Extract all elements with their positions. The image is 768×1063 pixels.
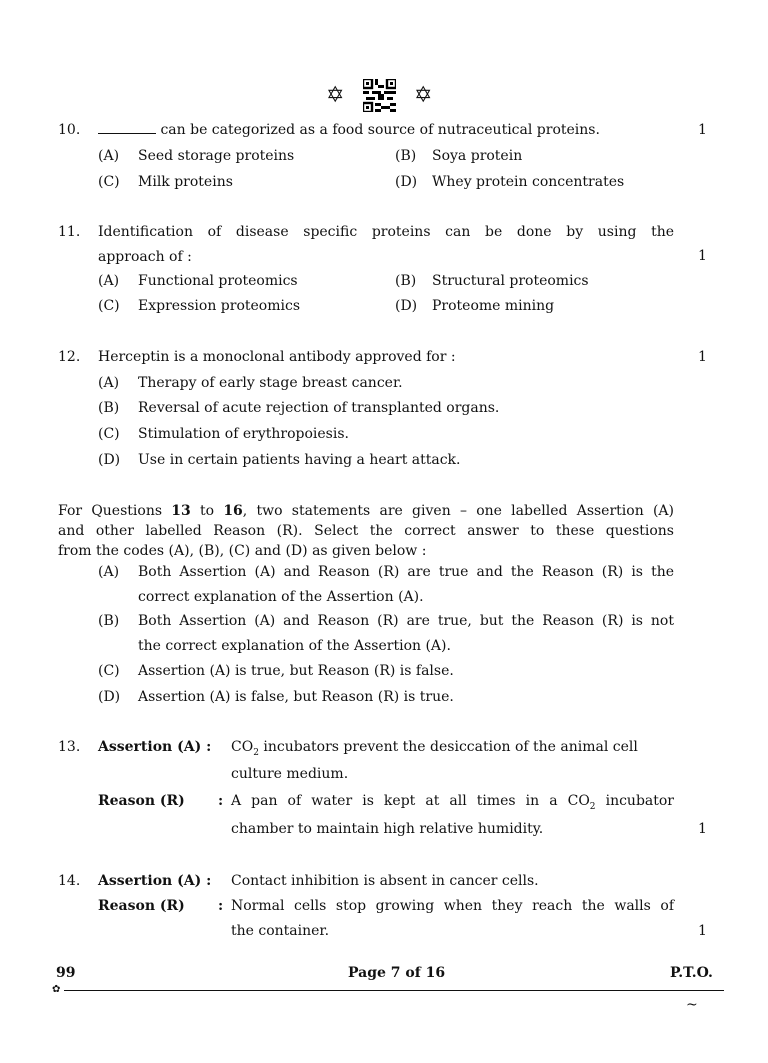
option-text: Milk proteins — [138, 174, 233, 190]
marks: 1 — [698, 122, 707, 138]
code-letter: (B) — [98, 613, 120, 629]
code-text: correct explanation of the Assertion (A). — [138, 589, 424, 605]
option-letter: (A) — [98, 375, 120, 391]
code-letter: (A) — [98, 564, 120, 580]
reason-text: the container. — [231, 923, 330, 939]
marks: 1 — [698, 821, 707, 837]
instruction-line: and other labelled Reason (R). Select the correct answer to these questions — [58, 523, 674, 539]
option-text: Whey protein concentrates — [432, 174, 625, 190]
assertion-label: Assertion (A) : — [98, 739, 212, 755]
question-number: 10. — [58, 122, 81, 138]
option-text: Expression proteomics — [138, 298, 300, 314]
reason-label: Reason (R) — [98, 898, 185, 914]
option-letter: (D) — [395, 174, 418, 190]
option-letter: (C) — [98, 298, 120, 314]
option-text: Therapy of early stage breast cancer. — [138, 375, 403, 391]
emblem-icon: ✿ — [52, 984, 61, 995]
option-text: Seed storage proteins — [138, 148, 295, 164]
option-text: Stimulation of erythropoiesis. — [138, 426, 349, 442]
question-number: 14. — [58, 873, 81, 889]
option-letter: (C) — [98, 426, 120, 442]
colon: : — [218, 793, 224, 809]
code-letter: (D) — [98, 689, 121, 705]
qr-code-icon — [363, 79, 396, 112]
option-letter: (B) — [98, 400, 120, 416]
colon: : — [218, 898, 224, 914]
marks: 1 — [698, 349, 707, 365]
reason-text: Normal cells stop growing when they reach the walls of — [231, 898, 674, 914]
option-text: Use in certain patients having a heart attack. — [138, 452, 461, 468]
instruction-line: from the codes (A), (B), (C) and (D) as given below : — [58, 543, 427, 559]
option-letter: (D) — [395, 298, 418, 314]
question-text: Herceptin is a monoclonal antibody approved for : — [98, 349, 456, 365]
option-letter: (C) — [98, 174, 120, 190]
answer-blank — [98, 121, 156, 134]
option-letter: (B) — [395, 273, 417, 289]
code-text: Assertion (A) is false, but Reason (R) is true. — [138, 689, 454, 705]
option-letter: (D) — [98, 452, 121, 468]
option-text: Reversal of acute rejection of transplanted organs. — [138, 400, 500, 416]
reason-text: A pan of water is kept at all times in a $CO_2$ incubator — [231, 793, 674, 812]
page-number: Page 7 of 16 — [348, 965, 446, 981]
option-text: Functional proteomics — [138, 273, 298, 289]
star-of-david-icon: ✡ — [326, 83, 345, 108]
option-letter: (A) — [98, 273, 120, 289]
question-text: approach of : — [98, 249, 192, 265]
assertion-text: culture medium. — [231, 766, 349, 782]
star-of-david-icon: ✡ — [414, 83, 433, 108]
marks: 1 — [698, 248, 707, 264]
option-letter: (B) — [395, 148, 417, 164]
reason-text: chamber to maintain high relative humidity. — [231, 821, 544, 837]
code-letter: (C) — [98, 663, 120, 679]
question-text: can be categorized as a food source of nutraceutical proteins. — [98, 121, 600, 139]
option-text: Proteome mining — [432, 298, 555, 314]
reason-label: Reason (R) — [98, 793, 185, 809]
question-text: Identification of disease specific proteins can be done by using the — [98, 224, 674, 240]
option-text: Structural proteomics — [432, 273, 589, 289]
question-number: 12. — [58, 349, 81, 365]
code-text: Both Assertion (A) and Reason (R) are true, but the Reason (R) is not — [138, 613, 674, 629]
question-number: 11. — [58, 224, 81, 240]
instruction-line: For Questions 13 to 16, two statements are given – one labelled Assertion (A) — [58, 503, 674, 519]
marks: 1 — [698, 923, 707, 939]
assertion-text: $CO_2$ incubators prevent the desiccation of the animal cell — [231, 739, 638, 758]
code-text: Both Assertion (A) and Reason (R) are true and the Reason (R) is the — [138, 564, 674, 580]
footer-divider — [64, 990, 724, 991]
assertion-label: Assertion (A) : — [98, 873, 212, 889]
option-text: Soya protein — [432, 148, 523, 164]
option-letter: (A) — [98, 148, 120, 164]
tilde: ~ — [686, 997, 698, 1013]
code-text: the correct explanation of the Assertion (A). — [138, 638, 451, 654]
code-text: Assertion (A) is true, but Reason (R) is false. — [138, 663, 454, 679]
paper-code: 99 — [56, 965, 76, 981]
pto: P.T.O. — [670, 965, 713, 981]
assertion-text: Contact inhibition is absent in cancer cells. — [231, 873, 539, 889]
question-number: 13. — [58, 739, 81, 755]
